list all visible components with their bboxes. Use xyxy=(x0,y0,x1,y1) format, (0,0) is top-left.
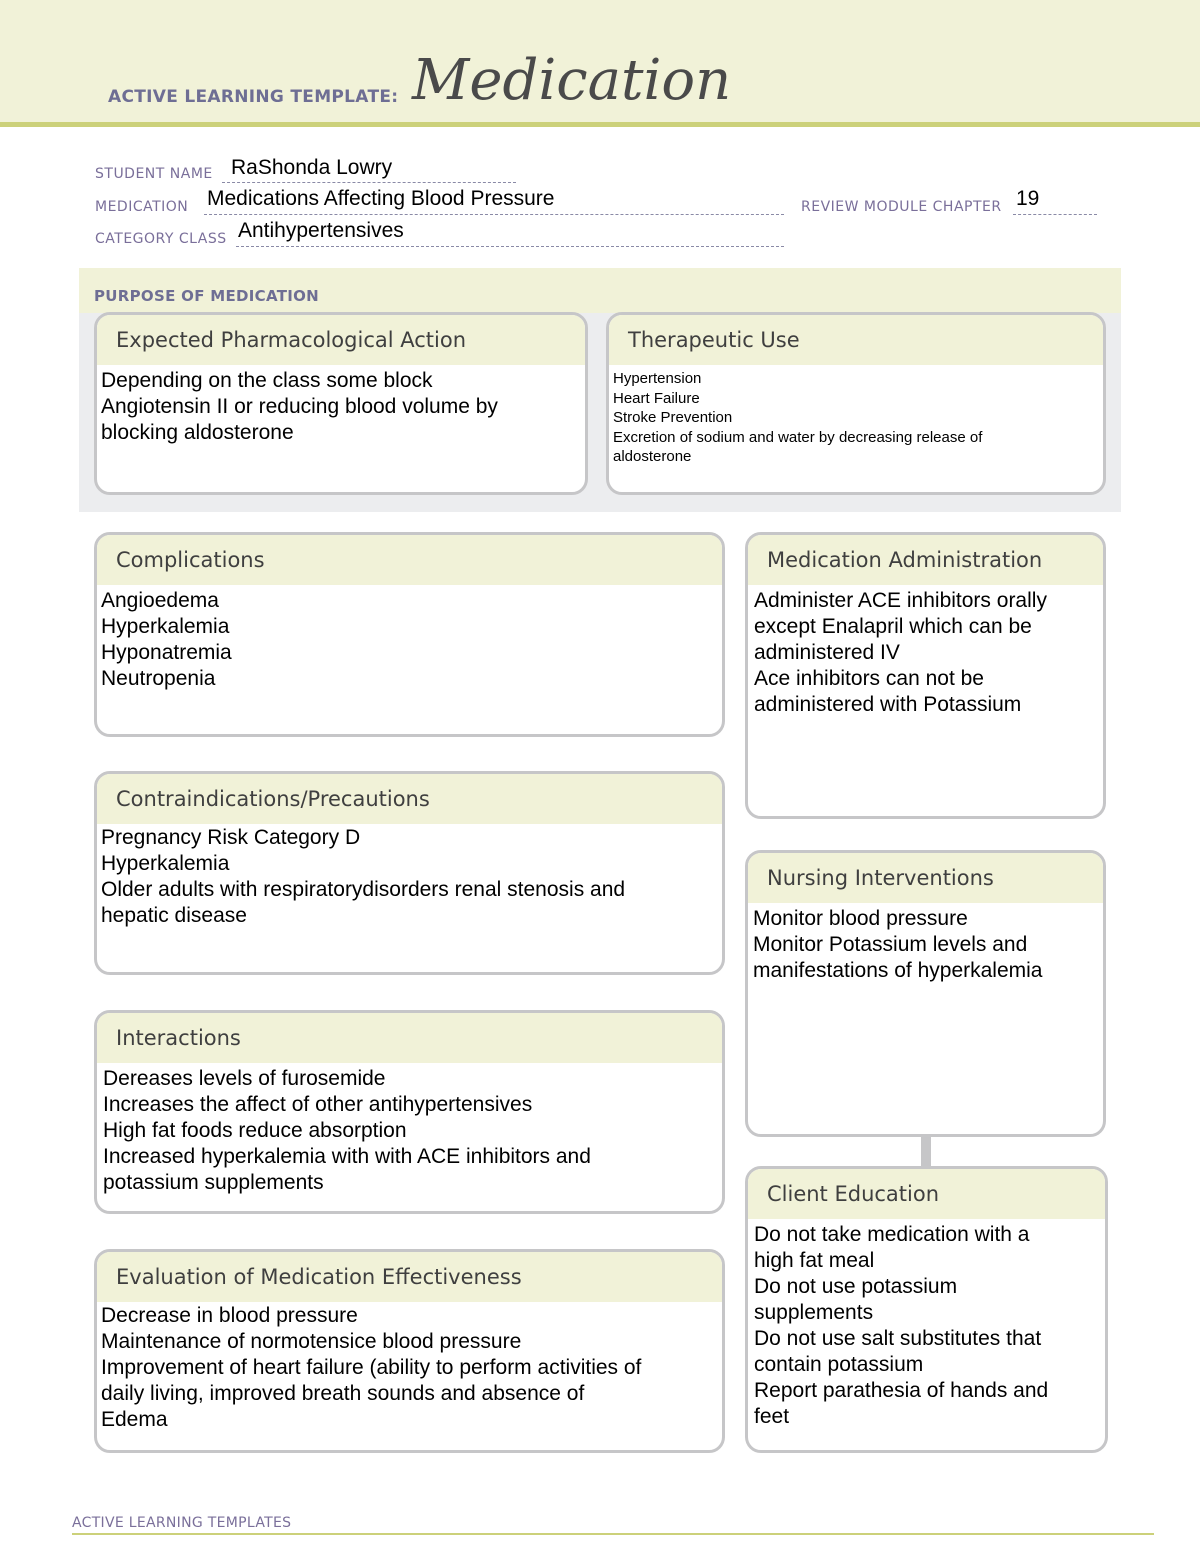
text-line: Excretion of sodium and water by decreasing release of xyxy=(613,428,983,446)
text-line: Maintenance of normotensice blood pressure xyxy=(101,1330,522,1353)
text-line: hepatic disease xyxy=(101,904,247,927)
text-line: Increased hyperkalemia with with ACE inhibitors and xyxy=(103,1145,591,1168)
text-line: Depending on the class some block xyxy=(101,369,433,392)
text-line: Older adults with respiratorydisorders renal stenosis and xyxy=(101,878,626,901)
text-line: Stroke Prevention xyxy=(613,409,733,426)
text-line: Do not use potassium xyxy=(754,1275,958,1298)
text-line: supplements xyxy=(754,1301,874,1324)
text-line: Decrease in blood pressure xyxy=(101,1304,358,1327)
category-class-underline xyxy=(236,246,784,247)
expected-action-text[interactable] xyxy=(97,365,585,446)
interactions-box xyxy=(94,1010,725,1214)
template-title: Medication xyxy=(412,48,732,113)
text-line: contain potassium xyxy=(754,1353,924,1376)
template-label: ACTIVE LEARNING TEMPLATE: xyxy=(108,87,399,107)
medication-label: MEDICATION xyxy=(95,199,189,215)
contraindications-text[interactable] xyxy=(97,824,722,929)
text-line: Monitor Potassium levels and xyxy=(753,933,1028,956)
contraindications-header xyxy=(97,774,722,824)
complications-title: Complications xyxy=(116,548,265,572)
review-module-label: REVIEW MODULE CHAPTER xyxy=(801,199,1002,215)
text-line: daily living, improved breath sounds and absence of xyxy=(101,1382,585,1405)
contraindications-title: Contraindications/Precautions xyxy=(116,787,430,811)
text-line: aldosterone xyxy=(613,448,692,465)
medication-administration-box xyxy=(745,532,1106,819)
contraindications-box xyxy=(94,771,725,975)
student-name-underline xyxy=(222,182,516,183)
text-line: administered IV xyxy=(754,641,900,664)
text-line: Pregnancy Risk Category D xyxy=(101,826,361,849)
text-line: Angioedema xyxy=(101,589,219,612)
interactions-header xyxy=(97,1013,722,1063)
evaluation-header xyxy=(97,1252,722,1302)
text-line: Ace inhibitors can not be xyxy=(754,667,984,690)
expected-action-box xyxy=(94,312,588,495)
connector-bar xyxy=(921,1135,931,1167)
nursing-interventions-header xyxy=(748,853,1103,903)
client-education-title: Client Education xyxy=(767,1182,940,1206)
student-name-label: STUDENT NAME xyxy=(95,166,213,182)
complications-header xyxy=(97,535,722,585)
text-line: potassium supplements xyxy=(103,1171,324,1194)
text-line: Improvement of heart failure (ability to perform activities of xyxy=(101,1356,642,1379)
text-line: Neutropenia xyxy=(101,667,216,690)
interactions-text[interactable] xyxy=(97,1063,722,1196)
evaluation-box xyxy=(94,1249,725,1453)
nursing-interventions-text[interactable] xyxy=(748,903,1103,984)
text-line: Increases the affect of other antihypertensives xyxy=(103,1093,533,1116)
text-line: Do not take medication with a xyxy=(754,1223,1030,1246)
text-line: Edema xyxy=(101,1408,168,1431)
text-line: Do not use salt substitutes that xyxy=(754,1327,1042,1350)
complications-box xyxy=(94,532,725,737)
purpose-title: PURPOSE OF MEDICATION xyxy=(94,287,320,305)
text-line: Hyponatremia xyxy=(101,641,232,664)
review-module-field[interactable]: 19 xyxy=(1016,187,1040,210)
interactions-title: Interactions xyxy=(116,1026,241,1050)
footer-divider xyxy=(72,1533,1154,1535)
header-divider xyxy=(0,122,1200,127)
text-line: High fat foods reduce absorption xyxy=(103,1119,407,1142)
nursing-interventions-box xyxy=(745,850,1106,1137)
text-line: high fat meal xyxy=(754,1249,875,1272)
medication-underline xyxy=(204,214,784,215)
category-class-label: CATEGORY CLASS xyxy=(95,231,227,247)
nursing-interventions-title: Nursing Interventions xyxy=(767,866,994,890)
expected-action-header xyxy=(97,315,585,365)
review-module-underline xyxy=(1013,214,1097,215)
student-name-field[interactable]: RaShonda Lowry xyxy=(231,156,393,179)
text-line: except Enalapril which can be xyxy=(754,615,1032,638)
therapeutic-use-text[interactable] xyxy=(609,365,1103,467)
footer-text: ACTIVE LEARNING TEMPLATES xyxy=(72,1515,292,1531)
text-line: Report parathesia of hands and xyxy=(754,1379,1049,1402)
text-line: feet xyxy=(754,1405,790,1428)
text-line: Hyperkalemia xyxy=(101,852,230,875)
medication-administration-header xyxy=(748,535,1103,585)
text-line: Heart Failure xyxy=(613,389,700,407)
category-class-field[interactable]: Antihypertensives xyxy=(238,219,404,242)
evaluation-title: Evaluation of Medication Effectiveness xyxy=(116,1265,522,1289)
therapeutic-use-header xyxy=(609,315,1103,365)
text-line: Angiotensin II or reducing blood volume by xyxy=(101,395,498,418)
client-education-text[interactable] xyxy=(748,1219,1105,1430)
text-line: administered with Potassium xyxy=(754,693,1022,716)
text-line: Hyperkalemia xyxy=(101,615,230,638)
evaluation-text[interactable] xyxy=(97,1302,722,1433)
expected-action-title: Expected Pharmacological Action xyxy=(116,328,467,352)
medication-administration-title: Medication Administration xyxy=(767,548,1043,572)
medication-administration-text[interactable] xyxy=(748,585,1103,718)
medication-field[interactable]: Medications Affecting Blood Pressure xyxy=(207,187,555,210)
text-line: Monitor blood pressure xyxy=(753,907,968,930)
therapeutic-use-box xyxy=(606,312,1106,495)
client-education-box xyxy=(745,1166,1108,1453)
text-line: blocking aldosterone xyxy=(101,421,294,444)
therapeutic-use-title: Therapeutic Use xyxy=(628,328,800,352)
text-line: Administer ACE inhibitors orally xyxy=(754,589,1047,612)
text-line: Hypertension xyxy=(613,370,702,387)
client-education-header xyxy=(748,1169,1105,1219)
complications-text[interactable] xyxy=(97,585,722,692)
text-line: Dereases levels of furosemide xyxy=(103,1067,386,1090)
text-line: manifestations of hyperkalemia xyxy=(753,959,1043,982)
